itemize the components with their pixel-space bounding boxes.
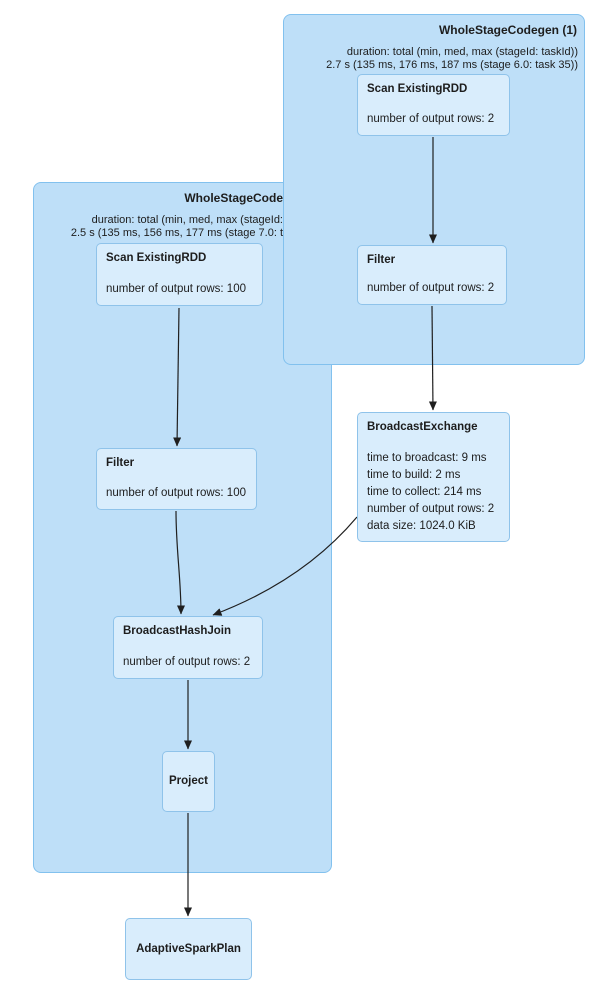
node-adaptive-spark-plan[interactable] bbox=[125, 918, 252, 980]
duration-value: 2.7 s (135 ms, 176 ms, 187 ms (stage 6.0: task 35)) bbox=[326, 59, 578, 71]
node-title: BroadcastHashJoin bbox=[123, 625, 232, 637]
cluster-duration bbox=[326, 46, 578, 72]
node-scan-existing-rdd-2[interactable] bbox=[96, 243, 263, 306]
node-title: Filter bbox=[106, 457, 135, 469]
node-metrics bbox=[367, 450, 500, 535]
node-title: AdaptiveSparkPlan bbox=[136, 942, 241, 955]
node-broadcast-hash-join[interactable] bbox=[113, 616, 263, 679]
cluster-wholestagecodegen-1 bbox=[283, 14, 585, 365]
node-metric: number of output rows: 100 bbox=[106, 283, 246, 295]
node-metric: time to broadcast: 9 ms bbox=[367, 452, 487, 464]
cluster-title: WholeStageCodegen (1) bbox=[438, 23, 577, 37]
duration-label: duration: total (min, med, max (stageId: taskId)) bbox=[346, 46, 578, 58]
cluster-duration bbox=[71, 214, 283, 240]
node-metric: time to collect: 214 ms bbox=[367, 486, 482, 498]
node-filter-1[interactable] bbox=[357, 245, 507, 305]
cluster-title: WholeStageCode bbox=[184, 191, 283, 205]
duration-label: duration: total (min, med, max (stageId: bbox=[91, 214, 283, 226]
node-metric: number of output rows: 2 bbox=[367, 113, 495, 125]
node-metric: number of output rows: 100 bbox=[106, 487, 246, 499]
node-metric: data size: 1024.0 KiB bbox=[367, 520, 476, 532]
node-title: BroadcastExchange bbox=[367, 421, 478, 433]
node-metric: number of output rows: 2 bbox=[123, 656, 251, 668]
node-title: Project bbox=[169, 775, 208, 787]
node-metric: number of output rows: 2 bbox=[367, 282, 495, 294]
node-title: Filter bbox=[367, 254, 396, 266]
node-scan-existing-rdd-1[interactable] bbox=[357, 74, 510, 136]
node-title: Scan ExistingRDD bbox=[106, 252, 207, 264]
node-filter-2[interactable] bbox=[96, 448, 257, 510]
node-project[interactable] bbox=[162, 751, 215, 812]
node-broadcast-exchange[interactable] bbox=[357, 412, 510, 542]
duration-value: 2.5 s (135 ms, 156 ms, 177 ms (stage 7.0: t bbox=[70, 227, 283, 239]
node-metric: number of output rows: 2 bbox=[367, 503, 495, 515]
node-metric: time to build: 2 ms bbox=[367, 469, 461, 481]
node-title: Scan ExistingRDD bbox=[367, 83, 468, 95]
